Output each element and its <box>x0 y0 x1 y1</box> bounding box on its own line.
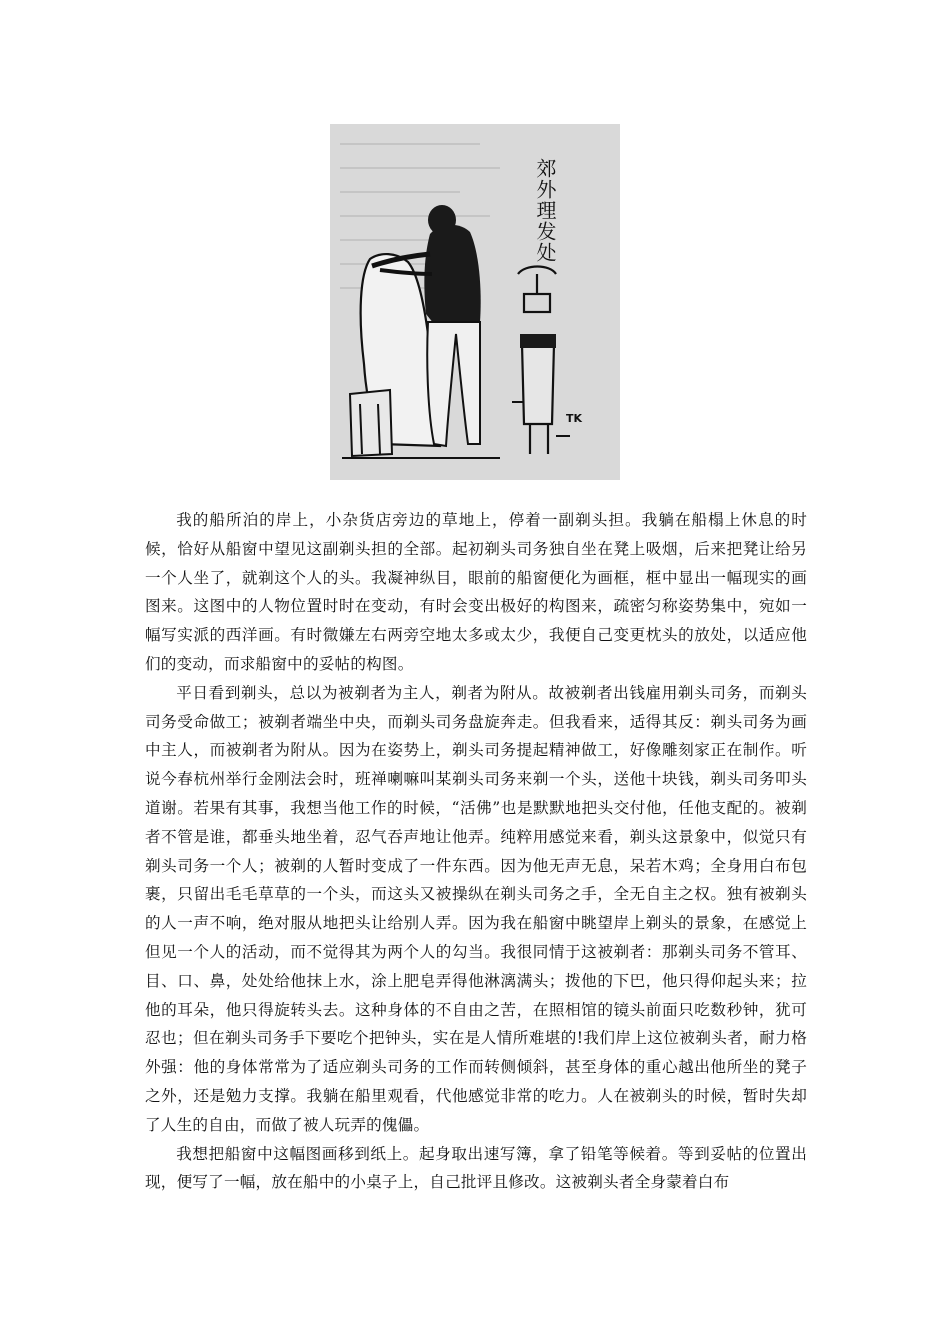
article-body <box>145 506 807 1197</box>
paragraph: 我的船所泊的岸上，小杂货店旁边的草地上，停着一副剃头担。我躺在船榻上休息的时候，恰好从船窗中望见这副剃头担的全部。起初剃头司务独自坐在凳上吸烟，后来把凳让给另一个人坐了，就剃这个人的头。我凝神纵目，眼前的船窗便化为画框，框中显出一幅现实的画图来。这图中的人物位置时时在变动，有时会变出极好的构图来，疏密匀称姿势集中，宛如一幅写实派的西洋画。有时微嫌左右两旁空地太多或太少，我便自己变更枕头的放处，以适应他们的变动，而求船窗中的妥帖的构图。 <box>145 511 807 673</box>
figure-signature: TK <box>566 412 583 425</box>
barber-sketch-drawing <box>330 124 620 480</box>
illustration-barber-sketch <box>330 124 620 480</box>
paragraph: 平日看到剃头，总以为被剃者为主人，剃者为附从。故被剃者出钱雇用剃头司务，而剃头司务受命做工；被剃者端坐中央，而剃头司务盘旋奔走。但我看来，适得其反：剃头司务为画中主人，而被剃者为附从。因为在姿势上，剃头司务提起精神做工，好像雕刻家正在制作。听说今春杭州举行金刚法会时，班禅喇嘛叫某剃头司务来剃一个头，送他十块钱，剃头司务叩头道谢。若果有其事，我想当他工作的时候，“活佛”也是默默地把头交付他，任他支配的。被剃者不管是谁，都垂头地坐着，忍气吞声地让他弄。纯粹用感觉来看，剃头这景象中，似觉只有剃头司务一个人；被剃的人暂时变成了一件东西。因为他无声无息，呆若木鸡；全身用白布包裹，只留出毛毛草草的一个头，而这头又被操纵在剃头司务之手，全无自主之权。独有被剃头的人一声不响，绝对服从地把头让给别人弄。因为我在船窗中眺望岸上剃头的景象，在感觉上但见一个人的活动，而不觉得其为两个人的勾当。我很同情于这被剃者：那剃头司务不管耳、目、口、鼻，处处给他抹上水，涂上肥皂弄得他淋漓满头；拨他的下巴，他只得仰起头来；拉他的耳朵，他只得旋转头去。这种身体的不自由之苦，在照相馆的镜头前面只吃数秒钟，犹可忍也；但在剃头司务手下要吃个把钟头，实在是人情所难堪的!我们岸上这位被剃头者，耐力格外强：他的身体常常为了适应剃头司务的工作而转侧倾斜，甚至身体的重心越出他所坐的凳子之外，还是勉力支撑。我躺在船里观看，代他感觉非常的吃力。人在被剃头的时候，暂时失却了人生的自由，而做了被人玩弄的傀儡。 <box>145 683 807 1134</box>
paragraph: 我想把船窗中这幅图画移到纸上。起身取出速写簿，拿了铅笔等候着。等到妥帖的位置出现，便写了一幅，放在船中的小桌子上，自己批评且修改。这被剃头者全身蒙着白布 <box>145 1144 807 1192</box>
figure-vertical-caption: 郊外理发处 <box>533 158 557 263</box>
